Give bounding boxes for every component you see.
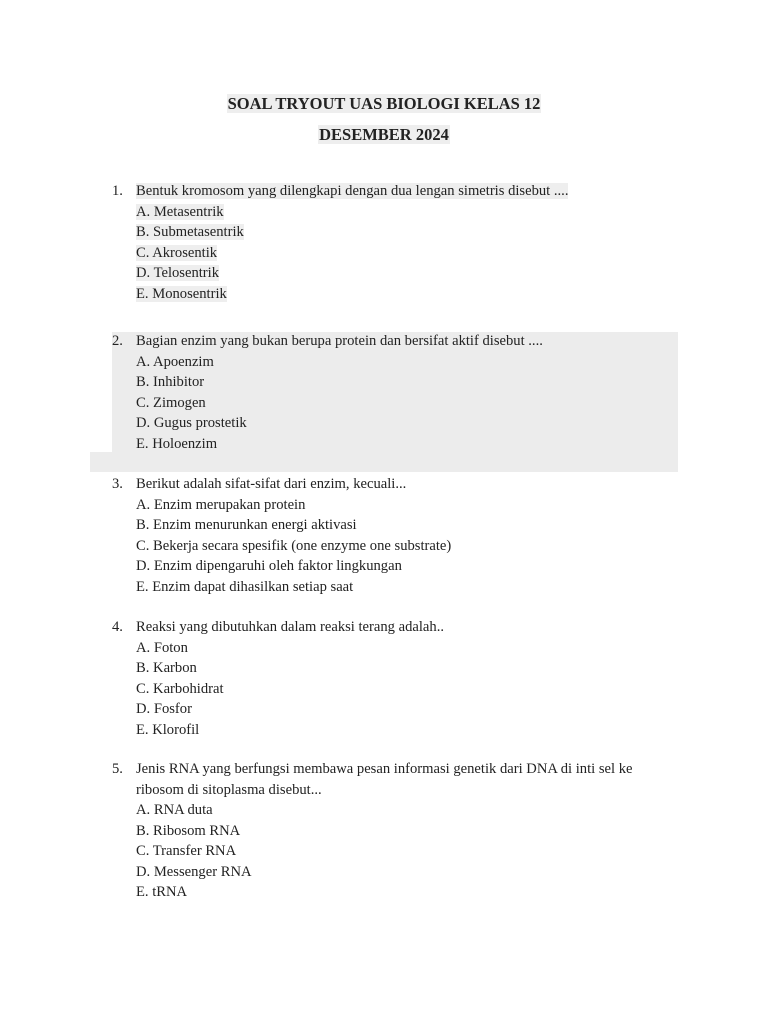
option-d: D. Fosfor <box>136 701 192 717</box>
question-text: Berikut adalah sifat-sifat dari enzim, kecuali... <box>136 476 407 492</box>
selection-highlight-tail <box>90 452 678 472</box>
option-a: A. Metasentrik <box>136 203 224 220</box>
question-text: Bentuk kromosom yang dilengkapi dengan dua lengan simetris disebut .... <box>136 183 569 199</box>
question-5 <box>112 759 672 903</box>
question-2 <box>112 331 672 454</box>
option-c: C. Zimogen <box>136 394 206 411</box>
title-line-2: DESEMBER 2024 <box>319 125 449 144</box>
option-d: D. Telosentrik <box>136 265 220 281</box>
option-e: E. Monosentrik <box>136 285 227 302</box>
question-4 <box>112 617 672 740</box>
option-c: C. Transfer RNA <box>136 843 237 859</box>
option-a: A. Foton <box>136 639 188 656</box>
option-b: B. Inhibitor <box>136 374 205 390</box>
option-c: C. Karbohidrat <box>136 680 224 697</box>
document-subtitle <box>0 125 768 145</box>
option-c: C. Bekerja secara spesifik (one enzyme one substrate) <box>136 537 452 554</box>
option-e: E. Enzim dapat dihasilkan setiap saat <box>136 578 354 595</box>
option-d: D. Messenger RNA <box>136 863 252 880</box>
option-a: A. Apoenzim <box>136 353 214 370</box>
option-b: B. Enzim menurunkan energi aktivasi <box>136 517 357 533</box>
document-title <box>0 94 768 114</box>
option-b: B. Submetasentrik <box>136 224 244 240</box>
option-d: D. Enzim dipengaruhi oleh faktor lingkungan <box>136 558 402 574</box>
question-text: Reaksi yang dibutuhkan dalam reaksi terang adalah.. <box>136 619 444 635</box>
option-c: C. Akrosentik <box>136 244 218 261</box>
question-text: Bagian enzim yang bukan berupa protein dan bersifat aktif disebut .... <box>136 333 543 349</box>
option-b: B. Karbon <box>136 660 197 676</box>
question-text-line-2: ribosom di sitoplasma disebut... <box>136 781 322 798</box>
question-3 <box>112 474 672 597</box>
option-b: B. Ribosom RNA <box>136 822 241 839</box>
option-a: A. Enzim merupakan protein <box>136 496 306 513</box>
question-number: 5. <box>112 761 123 777</box>
option-e: E. tRNA <box>136 884 188 900</box>
question-number: 3. <box>112 476 123 492</box>
option-e: E. Klorofil <box>136 721 200 738</box>
option-d: D. Gugus prostetik <box>136 415 247 431</box>
question-number: 2. <box>112 333 123 349</box>
option-e: E. Holoenzim <box>136 435 218 452</box>
question-number: 1. <box>112 183 123 199</box>
option-a: A. RNA duta <box>136 802 213 818</box>
question-1 <box>112 181 672 304</box>
question-text-line-1: Jenis RNA yang berfungsi membawa pesan informasi genetik dari DNA di inti sel ke <box>136 761 633 777</box>
question-number: 4. <box>112 619 123 635</box>
title-line-1: SOAL TRYOUT UAS BIOLOGI KELAS 12 <box>227 94 541 113</box>
